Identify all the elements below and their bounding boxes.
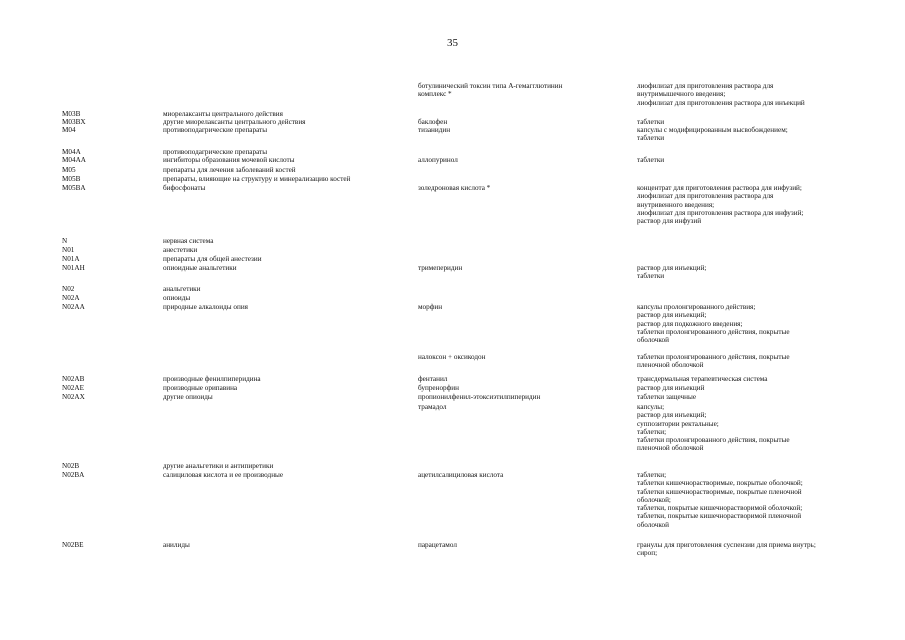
dosage-form-line: лиофилизат для приготовления раствора для инъекций	[637, 98, 805, 107]
drug-name-line: трамадол	[418, 403, 447, 411]
atc-group-name: ингибиторы образования мочевой кислоты	[163, 156, 295, 164]
dosage-form-line: оболочкой	[637, 336, 669, 345]
atc-group-name: другие миорелаксанты центрального действия	[163, 118, 306, 126]
drug-name-cell	[418, 184, 618, 192]
atc-code: M04	[62, 126, 76, 134]
atc-group-name: анилиды	[163, 541, 190, 549]
dosage-forms-cell	[637, 403, 847, 453]
dosage-form-line: капсулы пролонгированного действия;	[637, 303, 756, 311]
atc-group-name: препараты, влияющие на структуру и минерализацию костей	[163, 175, 351, 183]
drug-name-cell	[418, 403, 618, 411]
drug-name-line: пропионилфенил-этоксиэтилпиперидин	[418, 393, 541, 401]
dosage-form-line: лиофилизат для приготовления раствора для инфузий;	[637, 208, 804, 217]
dosage-forms-cell	[637, 384, 847, 392]
dosage-forms-cell	[637, 471, 847, 529]
drug-name-cell	[418, 82, 618, 99]
dosage-forms-cell	[637, 541, 847, 558]
atc-code: M05BA	[62, 184, 86, 192]
dosage-form-line: суппозитории ректальные;	[637, 419, 719, 428]
dosage-form-line: раствор для инъекций;	[637, 264, 707, 272]
atc-group-name: производные фенилпиперидина	[163, 375, 261, 383]
drug-name-cell	[418, 126, 618, 134]
dosage-form-line: таблетки пролонгированного действия, покрытые	[637, 353, 790, 361]
dosage-form-line: раствор для подкожного введения;	[637, 319, 743, 328]
atc-code: N01A	[62, 255, 80, 263]
atc-code: N02AX	[62, 393, 85, 401]
drug-name-line: тизанидин	[418, 126, 451, 134]
dosage-form-line: раствор для инъекций;	[637, 311, 707, 320]
dosage-forms-cell	[637, 184, 847, 225]
atc-code: N02BE	[62, 541, 84, 549]
dosage-forms-cell	[637, 353, 847, 370]
dosage-form-line: таблетки кишечнорастворимые, покрытые оболочкой;	[637, 479, 803, 488]
atc-code: N02B	[62, 462, 80, 470]
dosage-form-line: таблетки;	[637, 427, 667, 436]
dosage-form-line: оболочкой;	[637, 495, 671, 504]
drug-name-line: баклофен	[418, 118, 448, 126]
atc-group-name: другие опиоиды	[163, 393, 213, 401]
dosage-form-line: таблетки	[637, 118, 665, 126]
dosage-form-line: капсулы;	[637, 403, 665, 411]
dosage-form-line: пленочной оболочкой	[637, 361, 704, 370]
dosage-form-line: таблетки	[637, 156, 665, 164]
atc-group-name: опиоиды	[163, 294, 191, 302]
dosage-form-line: раствор для инъекций;	[637, 411, 707, 420]
dosage-form-line: гранулы для приготовления суспензии для приема внутрь;	[637, 541, 816, 549]
dosage-forms-cell	[637, 126, 847, 143]
atc-code: M04AA	[62, 156, 86, 164]
drug-name-line: фентанил	[418, 375, 448, 383]
dosage-form-line: таблетки	[637, 134, 665, 143]
drug-name-cell	[418, 264, 618, 272]
drug-name-cell	[418, 156, 618, 164]
page-number: 35	[447, 37, 458, 49]
drug-name-cell	[418, 393, 618, 401]
drug-name-line: морфин	[418, 303, 443, 311]
drug-name-cell	[418, 541, 618, 549]
atc-group-name: препараты для общей анестезии	[163, 255, 262, 263]
dosage-form-line: таблетки пролонгированного действия, покрытые	[637, 327, 790, 336]
drug-name-line: аллопуринол	[418, 156, 458, 164]
dosage-form-line: пленочной оболочкой	[637, 444, 704, 453]
atc-code: N02A	[62, 294, 80, 302]
atc-group-name: природные алкалоиды опия	[163, 303, 248, 311]
drug-name-cell	[418, 471, 618, 479]
dosage-form-line: раствор для инфузий	[637, 217, 702, 226]
drug-name-line: тримеперидин	[418, 264, 463, 272]
dosage-form-line: таблетки кишечнорастворимые, покрытые пленочной	[637, 487, 802, 496]
atc-code: N	[62, 237, 68, 245]
atc-code: M03BX	[62, 118, 86, 126]
dosage-form-line: таблетки	[637, 272, 665, 281]
atc-group-name: препараты для лечения заболеваний костей	[163, 166, 296, 174]
atc-code: M05	[62, 166, 76, 174]
dosage-form-line: таблетки;	[637, 471, 667, 479]
drug-name-line: ботулинический токсин типа А-гемагглютинин	[418, 82, 563, 90]
dosage-form-line: таблетки, покрытые кишечнорастворимой оболочкой;	[637, 504, 803, 513]
drug-name-cell	[418, 375, 618, 383]
atc-group-name: салициловая кислота и ее производные	[163, 471, 284, 479]
drug-name-cell	[418, 303, 618, 311]
dosage-form-line: таблетки, покрытые кишечнорастворимой пленочной	[637, 512, 802, 521]
dosage-form-line: лиофилизат для приготовления раствора для	[637, 192, 774, 201]
dosage-form-line: таблетки пролонгированного действия, покрытые	[637, 436, 790, 445]
atc-code: N02BA	[62, 471, 85, 479]
dosage-form-line: оболочкой	[637, 520, 669, 529]
atc-code: M05B	[62, 175, 81, 183]
drug-name-cell	[418, 353, 618, 361]
drug-name-line: золедроновая кислота *	[418, 184, 491, 192]
atc-group-name: нервная система	[163, 237, 214, 245]
dosage-form-line: концентрат для приготовления раствора для инфузий;	[637, 184, 802, 192]
dosage-form-line: таблетки защечные	[637, 393, 697, 401]
atc-group-name: анестетики	[163, 246, 198, 254]
atc-code: N02AA	[62, 303, 85, 311]
dosage-forms-cell	[637, 375, 847, 383]
atc-code: N01AH	[62, 264, 85, 272]
dosage-form-line: трансдермальная терапевтическая система	[637, 375, 768, 383]
dosage-forms-cell	[637, 393, 847, 401]
dosage-forms-cell	[637, 156, 847, 164]
drug-name-line: комплекс *	[418, 90, 452, 99]
dosage-form-line: сироп;	[637, 549, 658, 558]
dosage-form-line: лиофилизат для приготовления раствора для	[637, 82, 774, 90]
atc-group-name: противоподагрические препараты	[163, 126, 268, 134]
dosage-forms-cell	[637, 82, 847, 107]
drug-name-cell	[418, 384, 618, 392]
atc-group-name: опиоидные анальгетики	[163, 264, 237, 272]
atc-code: N02AE	[62, 384, 84, 392]
dosage-form-line: внутривенного введения;	[637, 200, 715, 209]
drug-name-line: налоксон + оксикодон	[418, 353, 486, 361]
atc-group-name: производные орипавина	[163, 384, 238, 392]
drug-name-line: бупренорфин	[418, 384, 459, 392]
atc-group-name: противоподагрические препараты	[163, 148, 268, 156]
dosage-form-line: внутримышечного введения;	[637, 90, 726, 99]
drug-name-line: ацетилсалициловая кислота	[418, 471, 504, 479]
dosage-form-line: капсулы с модифицированным высвобождением;	[637, 126, 788, 134]
atc-code: N02	[62, 285, 75, 293]
dosage-forms-cell	[637, 264, 847, 281]
atc-code: M03B	[62, 110, 81, 118]
atc-group-name: бифосфонаты	[163, 184, 206, 192]
atc-group-name: анальгетики	[163, 285, 201, 293]
drug-name-line: парацетамол	[418, 541, 457, 549]
atc-code: N02AB	[62, 375, 85, 383]
atc-group-name: миорелаксанты центрального действия	[163, 110, 283, 118]
atc-group-name: другие анальгетики и антипиретики	[163, 462, 274, 470]
dosage-form-line: раствор для инъекций	[637, 384, 705, 392]
atc-code: M04A	[62, 148, 81, 156]
dosage-forms-cell	[637, 303, 847, 344]
atc-code: N01	[62, 246, 75, 254]
